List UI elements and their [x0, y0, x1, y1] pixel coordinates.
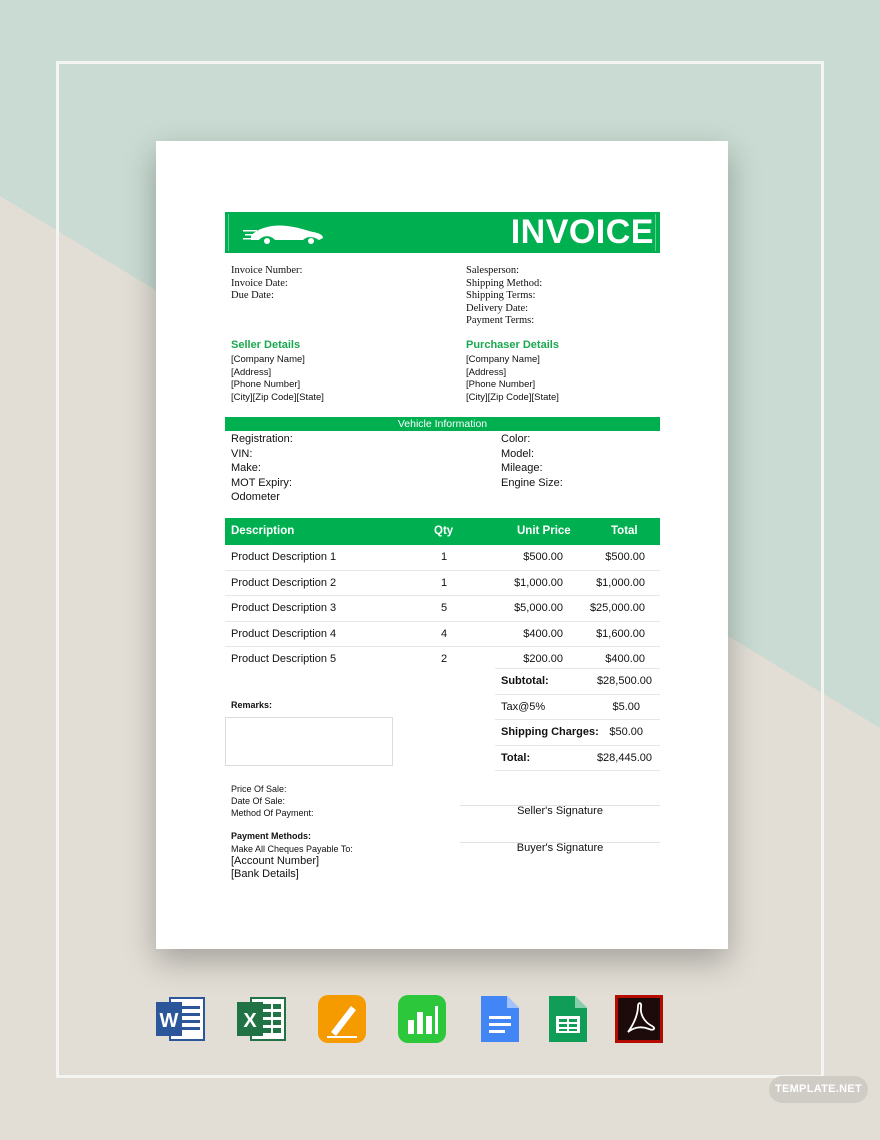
meta-line: Payment Terms:	[466, 315, 535, 327]
excel-icon[interactable]	[237, 994, 287, 1044]
column-header-total: Total	[611, 525, 638, 537]
shipping-label: Shipping Charges:	[501, 726, 599, 739]
cell-unit-price: $200.00	[523, 653, 563, 666]
remarks-label: Remarks:	[231, 700, 273, 710]
google-docs-icon[interactable]	[475, 994, 525, 1044]
vehicle-information-bar: Vehicle Information	[225, 417, 660, 431]
sale-line: Date Of Sale:	[231, 796, 286, 806]
vehicle-field: Make:	[231, 462, 261, 475]
cell-qty: 1	[440, 576, 448, 589]
column-header-unit-price: Unit Price	[517, 525, 571, 537]
cell-unit-price: $400.00	[523, 627, 563, 640]
vehicle-field: Mileage:	[501, 462, 543, 475]
seller-signature-label: Seller's Signature	[517, 805, 603, 817]
meta-line: Salesperson:	[466, 265, 520, 276]
vehicle-field: Engine Size:	[501, 476, 563, 489]
column-header-description: Description	[231, 525, 295, 537]
address-line: [City][Zip Code][State]	[231, 391, 324, 403]
vehicle-field: Odometer	[231, 491, 280, 504]
cell-description: Product Description 4	[231, 627, 337, 640]
sale-line: Method Of Payment:	[231, 808, 314, 818]
meta-line: Shipping Terms:	[466, 290, 536, 302]
template-net-badge[interactable]: TEMPLATE.NET	[769, 1076, 868, 1103]
buyer-signature-label: Buyer's Signature	[516, 842, 604, 854]
meta-line: Invoice Number:	[231, 265, 303, 276]
total-label: Total:	[501, 751, 531, 764]
address-line: [City][Zip Code][State]	[466, 391, 559, 403]
cheques-line: Make All Cheques Payable To:	[231, 844, 353, 854]
address-line: [Phone Number]	[231, 379, 301, 391]
cell-description: Product Description 1	[231, 551, 337, 563]
address-line: [Address]	[466, 366, 507, 378]
cell-description: Product Description 2	[231, 576, 337, 589]
address-line: [Phone Number]	[466, 379, 536, 391]
meta-line: Delivery Date:	[466, 302, 529, 314]
cell-description: Product Description 3	[231, 602, 337, 615]
cell-total: $25,000.00	[589, 602, 645, 615]
tax-label: Tax@5%	[501, 700, 546, 713]
tax-value: $5.00	[612, 700, 640, 713]
cell-total: $1,000.00	[596, 576, 645, 589]
cell-qty: 2	[440, 653, 448, 666]
svg-text:W: W	[159, 1010, 179, 1032]
pdf-icon[interactable]	[614, 994, 664, 1044]
subtotal-label: Subtotal:	[501, 675, 549, 687]
cell-description: Product Description 5	[231, 653, 337, 666]
account-number: [Account Number]	[231, 855, 320, 867]
vehicle-field: Color:	[501, 433, 531, 445]
meta-line: Due Date:	[231, 290, 274, 302]
meta-line: Invoice Date:	[231, 277, 288, 289]
pages-icon[interactable]	[317, 994, 367, 1044]
vehicle-field: Model:	[501, 447, 535, 460]
numbers-icon[interactable]	[397, 994, 447, 1044]
total-value: $28,445.00	[596, 751, 652, 764]
invoice-title: INVOICE	[510, 213, 654, 251]
cell-qty: 4	[440, 627, 448, 640]
cell-total: $1,600.00	[596, 627, 645, 640]
address-line: [Company Name]	[231, 354, 305, 365]
svg-text:X: X	[243, 1010, 257, 1032]
address-line: [Company Name]	[466, 354, 540, 365]
cell-unit-price: $1,000.00	[514, 576, 563, 589]
cell-total: $500.00	[605, 551, 645, 563]
vehicle-field: VIN:	[231, 447, 253, 460]
google-sheets-icon[interactable]	[543, 994, 593, 1044]
cell-qty: 1	[440, 551, 448, 563]
seller-details-title: Seller Details	[231, 339, 301, 351]
column-header-qty: Qty	[434, 525, 454, 537]
vehicle-field: MOT Expiry:	[231, 476, 292, 489]
cell-qty: 5	[440, 602, 448, 615]
bank-details: [Bank Details]	[231, 867, 299, 880]
meta-line: Shipping Method:	[466, 277, 543, 289]
subtotal-value: $28,500.00	[596, 675, 652, 687]
cell-unit-price: $5,000.00	[514, 602, 563, 615]
address-line: [Address]	[231, 366, 272, 378]
purchaser-details-title: Purchaser Details	[466, 339, 559, 351]
cell-unit-price: $500.00	[523, 551, 563, 563]
payment-methods-label: Payment Methods:	[231, 831, 312, 841]
word-icon[interactable]	[156, 994, 206, 1044]
shipping-value: $50.00	[609, 726, 643, 739]
vehicle-field: Registration:	[231, 433, 293, 445]
cell-total: $400.00	[605, 653, 645, 666]
sale-line: Price Of Sale:	[231, 784, 287, 794]
